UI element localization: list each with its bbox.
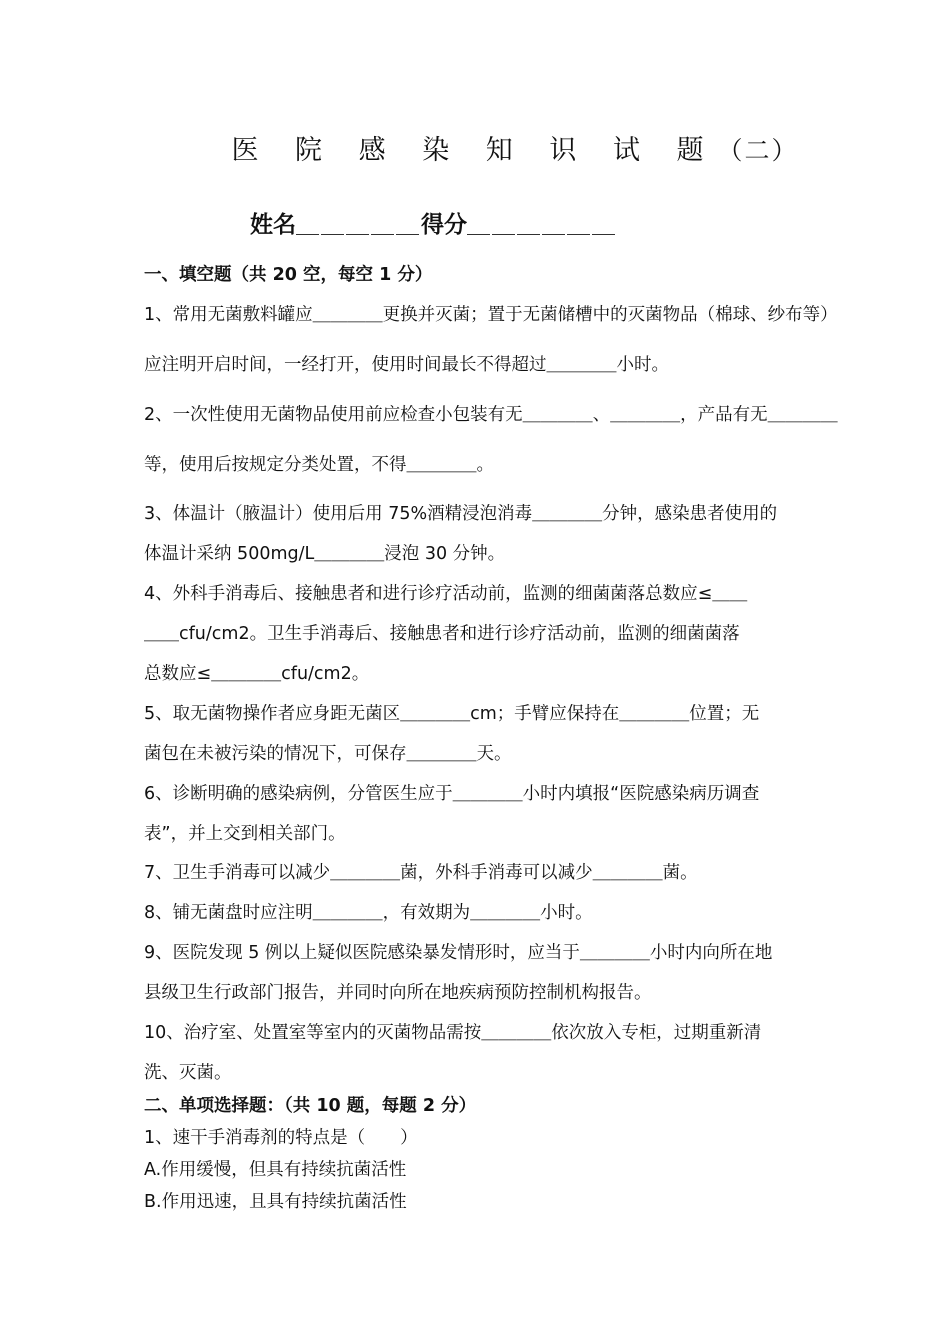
q5-line1: 5、取无菌物操作者应身距无菌区＿＿＿＿cm；手臂应保持在＿＿＿＿位置；无 [144, 704, 760, 724]
q4-line2: ＿＿cfu/cm2。卫生手消毒后、接触患者和进行诊疗活动前，监测的细菌菌落 [144, 624, 740, 644]
q4-line3: 总数应≤＿＿＿＿cfu/cm2。 [144, 664, 370, 684]
title-paren: （二） [717, 136, 799, 165]
q7-line: 7、卫生手消毒可以减少＿＿＿＿菌，外科手消毒可以减少＿＿＿＿菌。 [144, 863, 698, 883]
mc1-option-b: B.作用迅速，且具有持续抗菌活性 [144, 1192, 407, 1212]
name-score-line [250, 206, 617, 239]
section2-heading: 二、单项选择题：（共 10 题，每题 2 分） [144, 1096, 477, 1116]
q6-line2: 表”，并上交到相关部门。 [144, 824, 346, 844]
q9-line1: 9、医院发现 5 例以上疑似医院感染暴发情形时，应当于＿＿＿＿小时内向所在地 [144, 943, 773, 963]
score-blank: ＿＿＿＿＿＿ [467, 212, 617, 238]
q10-line1: 10、治疗室、处置室等室内的灭菌物品需按＿＿＿＿依次放入专柜，过期重新清 [144, 1023, 762, 1043]
q3-line2: 体温计采纳 500mg/L＿＿＿＿浸泡 30 分钟。 [144, 544, 506, 564]
title-text: 医 院 感 染 知 识 试 题 [231, 135, 718, 166]
q5-line2: 菌包在未被污染的情况下，可保存＿＿＿＿天。 [144, 744, 512, 764]
section1-heading: 一、填空题（共 20 空，每空 1 分） [144, 265, 433, 285]
q1-line2: 应注明开启时间，一经打开，使用时间最长不得超过＿＿＿＿小时。 [144, 355, 669, 375]
q10-line2: 洗、灭菌。 [144, 1063, 232, 1083]
q2-line2: 等，使用后按规定分类处置，不得＿＿＿＿。 [144, 455, 494, 475]
q3-line1: 3、体温计（腋温计）使用后用 75%酒精浸泡消毒＿＿＿＿分钟，感染患者使用的 [144, 504, 778, 524]
q4-line1: 4、外科手消毒后、接触患者和进行诊疗活动前，监测的细菌菌落总数应≤＿＿ [144, 584, 748, 604]
q1-line1: 1、常用无菌敷料罐应＿＿＿＿更换并灭菌；置于无菌储槽中的灭菌物品（棉球、纱布等） [144, 305, 838, 325]
name-blank: ＿＿＿＿＿ [296, 212, 421, 238]
q6-line1: 6、诊断明确的感染病例，分管医生应于＿＿＿＿小时内填报“医院感染病历调查 [144, 784, 760, 804]
mc1-option-a: A.作用缓慢，但具有持续抗菌活性 [144, 1160, 407, 1180]
mc1-question: 1、速干手消毒剂的特点是（ ） [144, 1128, 418, 1148]
score-label: 得分 [421, 212, 467, 238]
q8-line: 8、铺无菌盘时应注明＿＿＿＿，有效期为＿＿＿＿小时。 [144, 903, 593, 923]
exam-title [0, 128, 950, 167]
name-label: 姓名 [250, 212, 296, 238]
q9-line2: 县级卫生行政部门报告，并同时向所在地疾病预防控制机构报告。 [144, 983, 652, 1003]
q2-line1: 2、一次性使用无菌物品使用前应检查小包装有无＿＿＿＿、＿＿＿＿，产品有无＿＿＿＿ [144, 405, 838, 425]
